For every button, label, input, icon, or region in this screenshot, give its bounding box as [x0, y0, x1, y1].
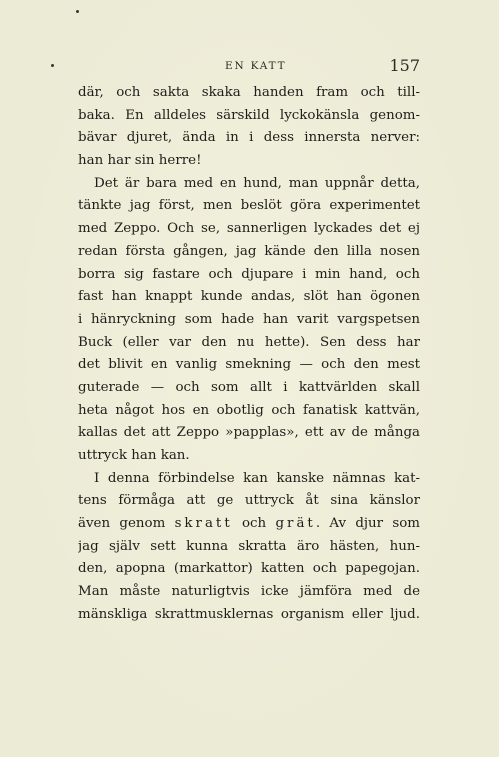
- text-line: Man måste naturligtvis icke jämföra med de: [78, 584, 420, 600]
- page-header: [78, 56, 420, 78]
- text-line: mänskliga skrattmusklernas organism eller ljud.: [78, 606, 420, 622]
- text-line: bävar djuret, ända in i dess innersta nerver:: [78, 130, 420, 146]
- body-text: [78, 82, 420, 627]
- spaced-word: skratt: [174, 516, 233, 532]
- text-line: han har sin herre!: [78, 153, 202, 169]
- text-line: den, apорna (markattor) katten och papegojan.: [78, 561, 420, 577]
- text-line: tens förmåga att ge uttryck åt sina känslor: [78, 493, 420, 509]
- text-line: redan första gången, jag kände den lilla nosen: [78, 243, 420, 259]
- text-line-with-spaced-words: [78, 513, 420, 536]
- text-line: fast han knappt kunde andas, slöt han ögonen: [78, 289, 420, 305]
- text-line: Det är bara med en hund, man uppnår detta,: [94, 175, 420, 191]
- text-line: i hänryckning som hade han varit vargspetsen: [78, 311, 420, 327]
- text-fragment: och: [232, 516, 276, 532]
- spaced-word: grät: [275, 516, 316, 532]
- text-line: det blivit en vanlig smekning — och den mest: [78, 357, 420, 373]
- text-line: tänkte jag först, men beslöt göra experimentet: [78, 198, 420, 214]
- text-line: där, och sakta skaka handen fram och till-: [78, 85, 420, 100]
- speck-mark: [76, 10, 79, 13]
- text-line: I denna förbindelse kan kanske nämnas kat-: [94, 470, 420, 486]
- text-line: heta något hos en obotlig och fanatisk kattvän,: [78, 402, 420, 418]
- running-head: EN KATT: [225, 60, 287, 72]
- page-number: 157: [389, 56, 420, 75]
- text-fragment: även genom: [78, 516, 175, 532]
- text-line: uttryck han kan.: [78, 448, 190, 463]
- text-line: Buck (eller var den nu hette). Sen dess har: [78, 334, 420, 350]
- text-line: jag själv sett kunna skratta äro hästen, hun-: [78, 538, 420, 554]
- text-line: baka. En alldeles särskild lyckokänsla genom-: [78, 107, 420, 123]
- text-fragment: . Av djur som: [315, 516, 420, 532]
- speck-mark: [51, 64, 54, 67]
- text-line: borra sig fastare och djupare i min hand, och: [78, 266, 420, 282]
- text-line: kallas det att Zeppo »papplas», ett av de många: [78, 425, 420, 441]
- text-line: med Zeppo. Och se, sannerligen lyckades det ej: [78, 221, 420, 237]
- text-line: guterade — och som allt i kattvärlden skall: [78, 379, 420, 395]
